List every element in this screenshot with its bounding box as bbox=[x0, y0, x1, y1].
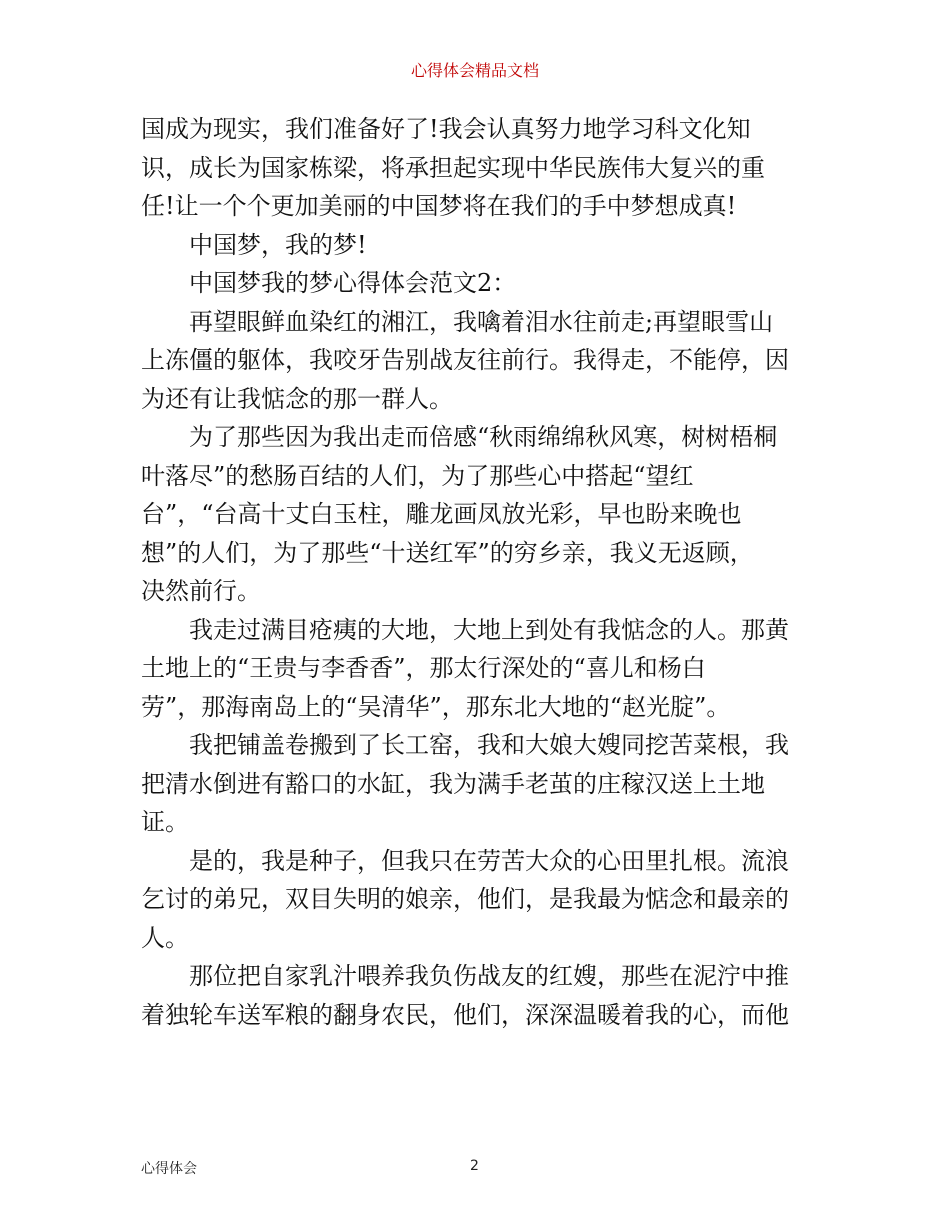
text-line: 那位把自家乳汁喂养我负伤战友的红嫂，那些在泥泞中推 bbox=[141, 962, 789, 990]
text-line: 中国梦我的梦心得体会范文2： bbox=[141, 269, 517, 297]
text-line: 中国梦，我的梦! bbox=[141, 230, 367, 259]
text-line: 证。 bbox=[141, 808, 189, 836]
text-line: 我走过满目疮痍的大地，大地上到处有我惦念的人。那黄 bbox=[141, 615, 789, 644]
text-line: 国成为现实，我们准备好了!我会认真努力地学习科文化知 bbox=[141, 115, 751, 143]
text-line: 把清水倒进有豁口的水缸，我为满手老茧的庄稼汉送上土地 bbox=[141, 769, 765, 798]
text-line: 为还有让我惦念的那一群人。 bbox=[141, 384, 453, 413]
text-line: 我把铺盖卷搬到了长工窑，我和大娘大嫂同挖苦菜根，我 bbox=[141, 731, 789, 759]
text-line: 人。 bbox=[141, 923, 189, 952]
footer-label: 心得体会 bbox=[141, 1161, 197, 1177]
text-line: 土地上的“王贵与李香香”，那太行深处的“喜儿和杨白 bbox=[141, 654, 706, 682]
text-line: 识，成长为国家栋梁，将承担起实现中华民族伟大复兴的重 bbox=[141, 153, 765, 182]
text-line: 为了那些因为我出走而倍感“秋雨绵绵秋风寒，树树梧桐 bbox=[141, 423, 778, 451]
document-body bbox=[141, 110, 821, 1034]
text-line: 再望眼鲜血染红的湘江，我噙着泪水往前走;再望眼雪山 bbox=[141, 307, 774, 336]
text-line: 台”，“台高十丈白玉柱，雕龙画凤放光彩，早也盼来晚也 bbox=[141, 500, 742, 528]
page-header-title: 心得体会精品文档 bbox=[410, 61, 539, 80]
text-line: 着独轮车送军粮的翻身农民，他们，深深温暖着我的心，而他 bbox=[141, 1000, 789, 1029]
text-line: 乞讨的弟兄，双目失明的娘亲，他们，是我最为惦念和最亲的 bbox=[141, 885, 789, 913]
page-number: 2 bbox=[470, 1158, 479, 1174]
text-line: 决然前行。 bbox=[141, 577, 261, 605]
text-line: 任!让一个个更加美丽的中国梦将在我们的手中梦想成真! bbox=[141, 192, 737, 220]
text-line: 想”的人们，为了那些“十送红军”的穷乡亲，我义无返顾， bbox=[141, 538, 754, 567]
text-line: 是的，我是种子，但我只在劳苦大众的心田里扎根。流浪 bbox=[141, 846, 789, 875]
text-line: 上冻僵的躯体，我咬牙告别战友往前行。我得走，不能停，因 bbox=[141, 346, 789, 374]
text-line: 叶落尽”的愁肠百结的人们，为了那些心中搭起“望红 bbox=[141, 461, 694, 490]
text-line: 劳”，那海南岛上的“吴清华”，那东北大地的“赵光腚”。 bbox=[141, 692, 731, 721]
